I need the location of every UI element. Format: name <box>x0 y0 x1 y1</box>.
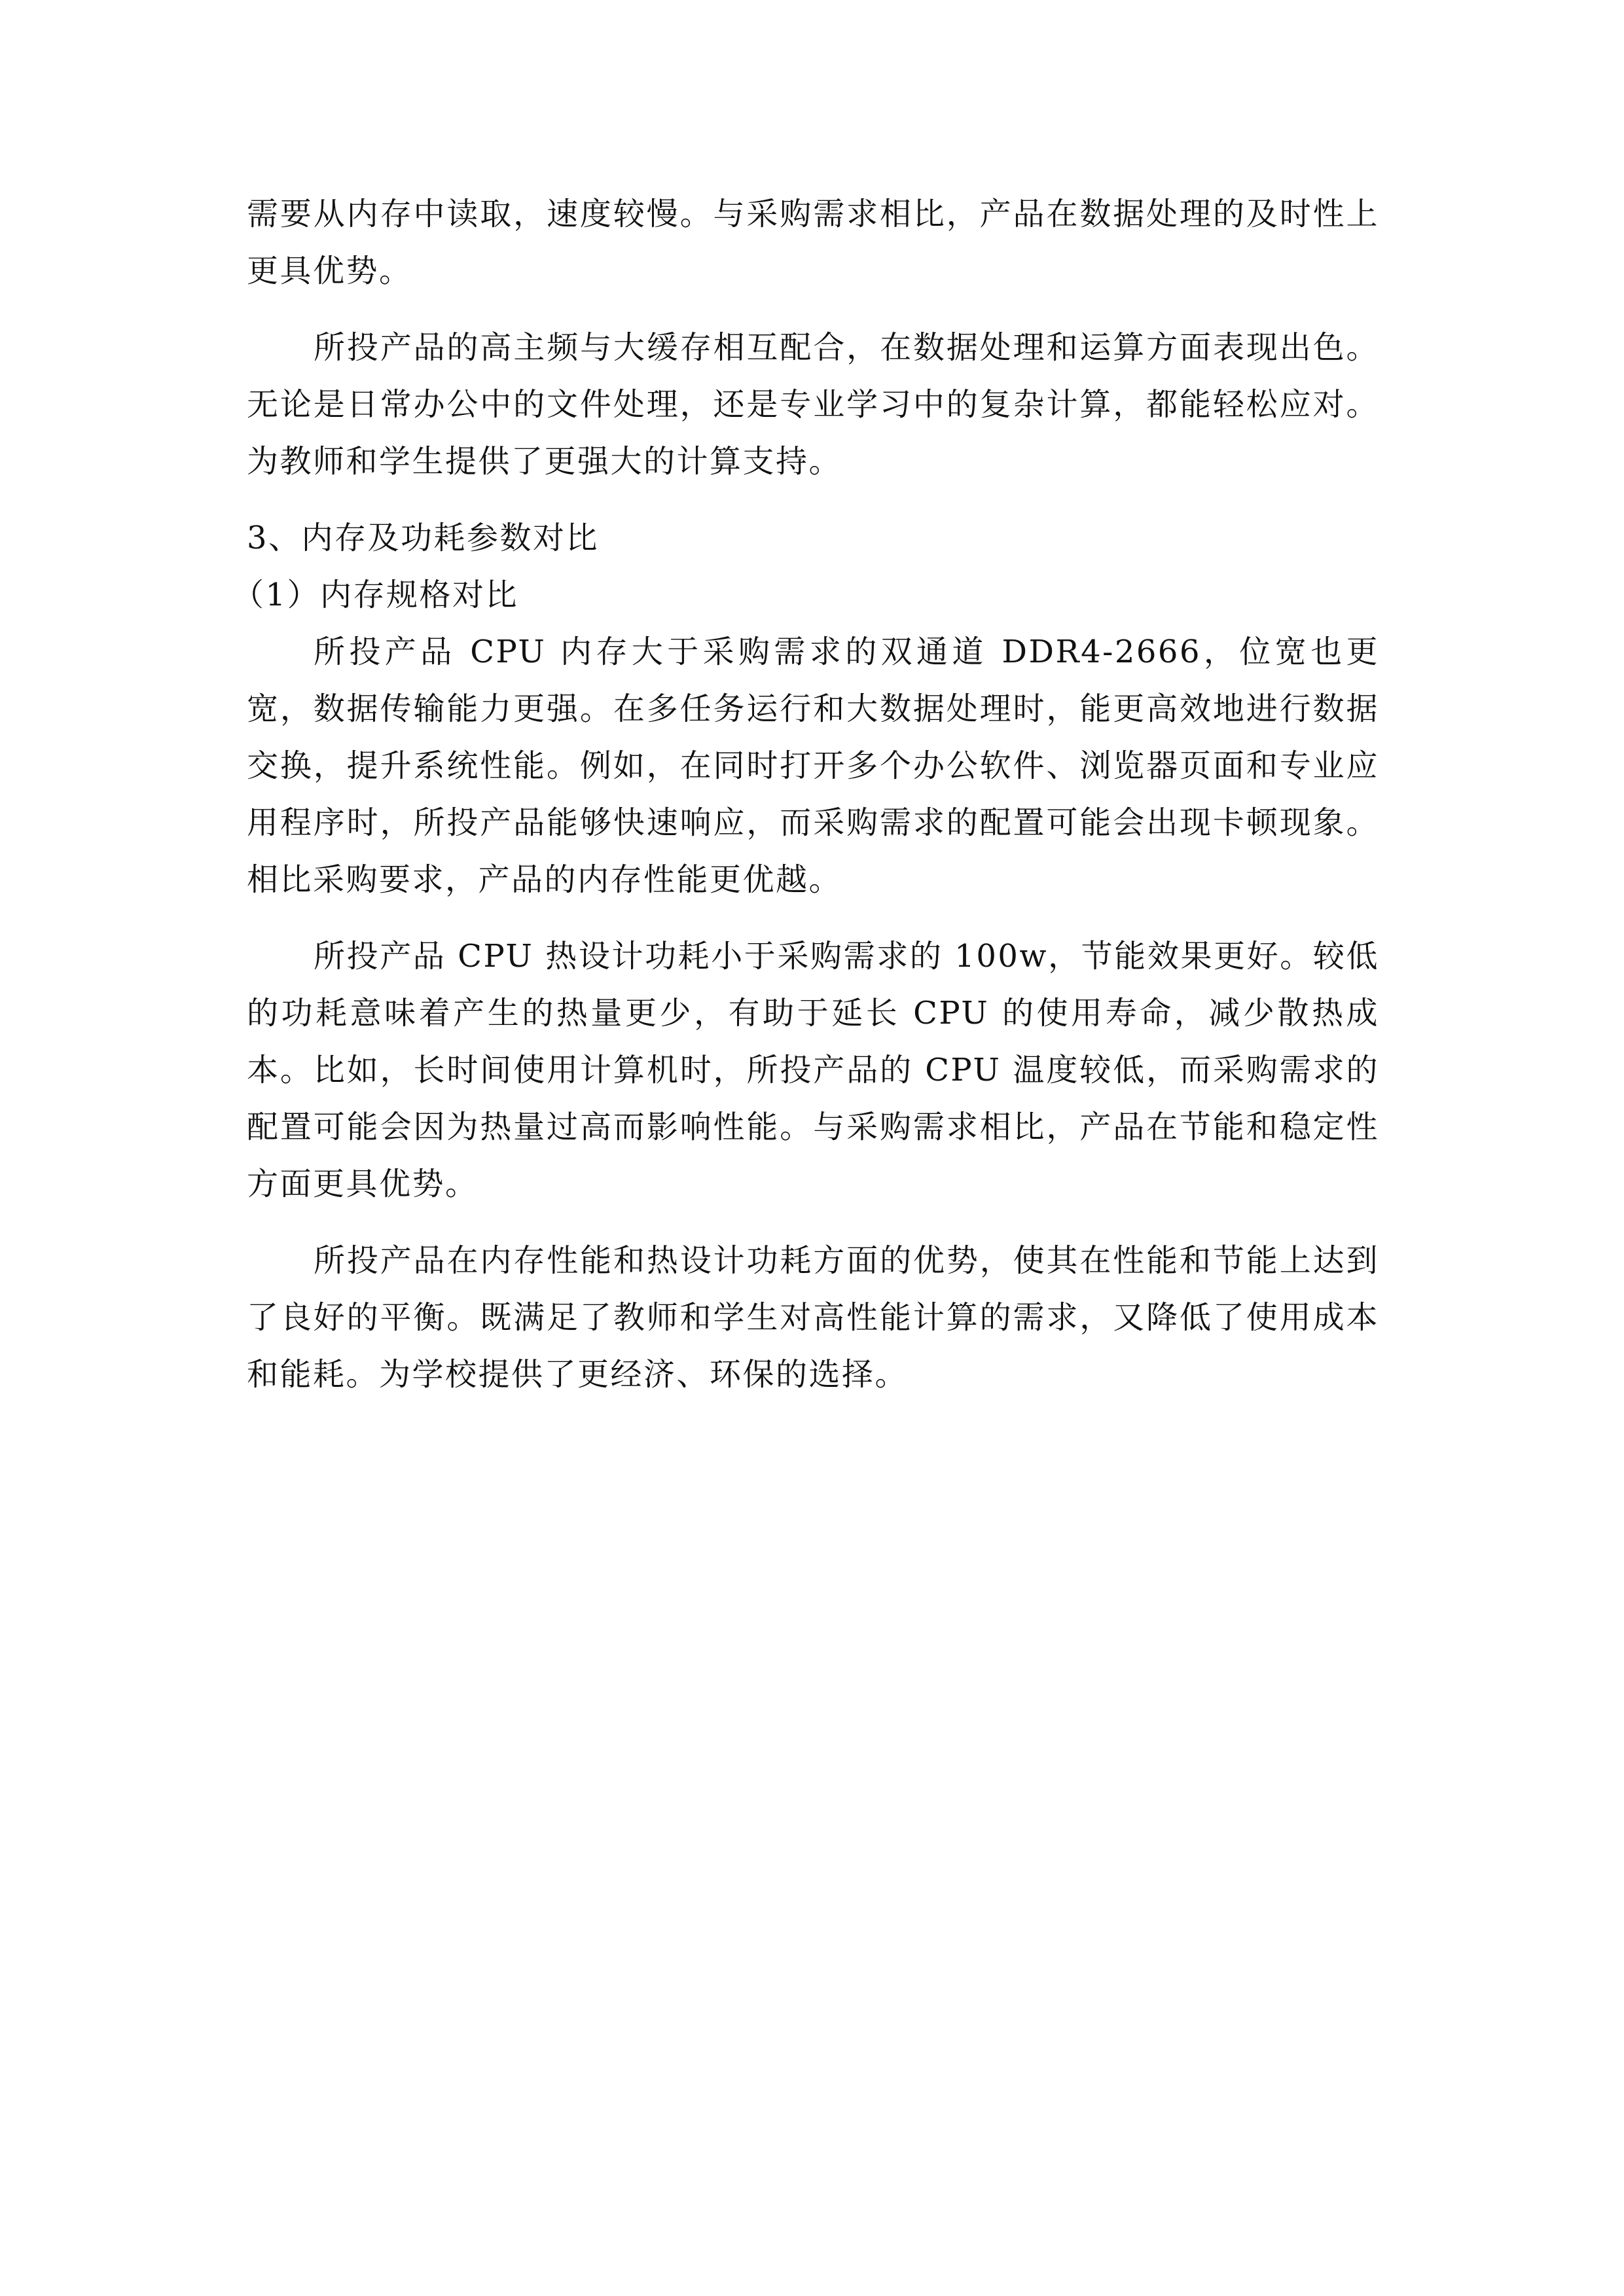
paragraph-frequency-cache: 所投产品的高主频与大缓存相互配合，在数据处理和运算方面表现出色。无论是日常办公中的文件处理，还是专业学习中的复杂计算，都能轻松应对。为教师和学生提供了更强大的计算支持。 <box>247 329 1379 480</box>
subsection-heading: （1）内存规格对比 <box>232 577 519 613</box>
paragraph-summary: 所投产品在内存性能和热设计功耗方面的优势，使其在性能和节能上达到了良好的平衡。既满足了教师和学生对高性能计算的需求，又降低了使用成本和能耗。为学校提供了更经济、环保的选择。 <box>247 1242 1379 1393</box>
section-heading: 3、内存及功耗参数对比 <box>247 520 600 556</box>
paragraph-continuation: 需要从内存中读取，速度较慢。与采购需求相比，产品在数据处理的及时性上更具优势。 <box>247 196 1379 289</box>
paragraph-memory-spec: 所投产品 CPU 内存大于采购需求的双通道 DDR4-2666，位宽也更宽，数据传输能力更强。在多任务运行和大数据处理时，能更高效地进行数据交换，提升系统性能。例如，在同时打开多个办公软件、浏览器页面和专业应用程序时，所投产品能够快速响应，而采购需求的配置可能会出现卡顿现象。相比采购要求，产品的内存性能更优越。 <box>247 634 1379 898</box>
document-body <box>232 186 1379 1403</box>
paragraph-power-consumption: 所投产品 CPU 热设计功耗小于采购需求的 100w，节能效果更好。较低的功耗意味着产生的热量更少，有助于延长 CPU 的使用寿命，减少散热成本。比如，长时间使用计算机时，所投产品的 CPU 温度较低，而采购需求的配置可能会因为热量过高而影响性能。与采购需求相比，产品在节能和稳定性方面更具优势。 <box>247 938 1379 1202</box>
